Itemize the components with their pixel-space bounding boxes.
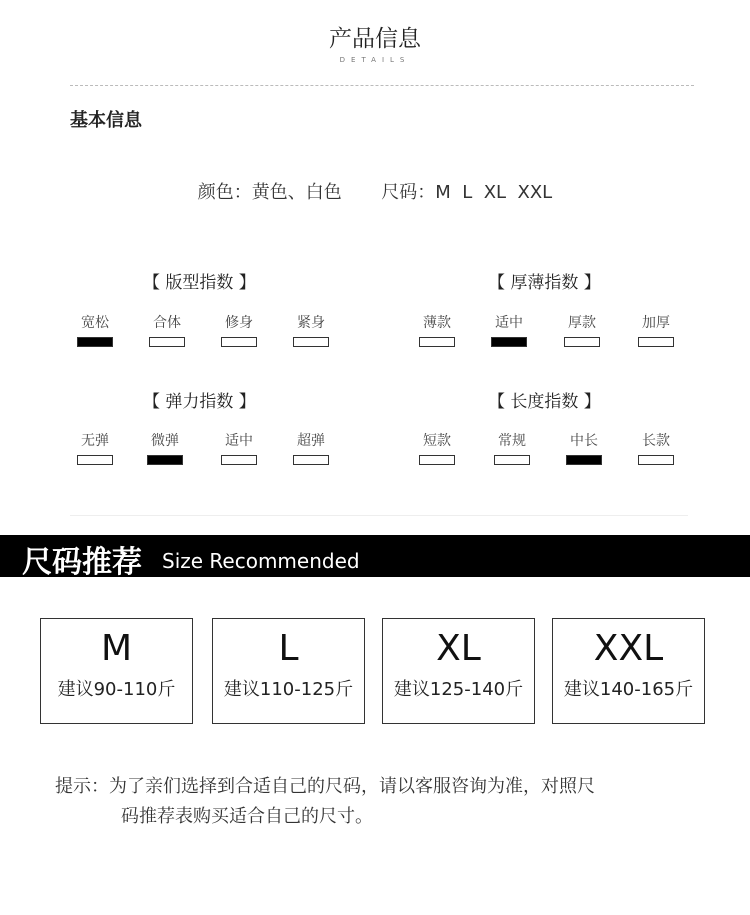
length-option-label: 短款	[423, 433, 451, 449]
elasticity-indicator	[221, 455, 257, 465]
size-card-xxl	[552, 618, 705, 724]
size-tip	[55, 772, 695, 832]
fit-indicator	[149, 337, 185, 347]
thickness-option-label: 厚款	[568, 315, 596, 331]
size-card-recommend: 建议90-110斤	[57, 679, 176, 700]
length-index-title: 【 长度指数 】	[488, 392, 601, 412]
thickness-option	[564, 312, 600, 347]
basic-info-title: 基本信息	[70, 110, 142, 131]
fit-indicator-selected	[77, 337, 113, 347]
thickness-indicator-selected	[491, 337, 527, 347]
section-divider	[70, 515, 688, 516]
dashed-divider	[70, 85, 694, 86]
length-indicator	[419, 455, 455, 465]
elasticity-indicator	[293, 455, 329, 465]
thickness-indicator	[419, 337, 455, 347]
elasticity-index-title: 【 弹力指数 】	[143, 392, 256, 412]
fit-indicator	[221, 337, 257, 347]
elasticity-option	[293, 430, 329, 465]
thickness-option	[419, 312, 455, 347]
size-card-xl	[382, 618, 535, 724]
fit-option	[221, 312, 257, 347]
size-card-size: L	[278, 628, 299, 669]
elasticity-option-label: 超弹	[297, 433, 325, 449]
size-banner-title-en: Size Recommended	[162, 549, 360, 573]
size-card-recommend: 建议110-125斤	[223, 679, 354, 700]
thickness-option-label: 薄款	[423, 315, 451, 331]
length-indicator	[494, 455, 530, 465]
fit-index-title: 【 版型指数 】	[143, 273, 256, 293]
elasticity-option	[77, 430, 113, 465]
elasticity-option-label: 无弹	[81, 433, 109, 449]
thickness-option	[638, 312, 674, 347]
colors-text: 颜色：黄色、白色	[197, 182, 342, 203]
thickness-option-label: 适中	[495, 315, 523, 331]
fit-option	[149, 312, 185, 347]
length-option	[566, 430, 602, 465]
length-option	[419, 430, 455, 465]
length-option	[494, 430, 530, 465]
elasticity-option-label: 微弹	[151, 433, 179, 449]
length-indicator-selected	[566, 455, 602, 465]
fit-option-label: 合体	[153, 315, 181, 331]
thickness-index-title: 【 厚薄指数 】	[488, 273, 601, 293]
fit-option-label: 宽松	[81, 315, 109, 331]
thickness-indicator	[638, 337, 674, 347]
elasticity-option-label: 适中	[225, 433, 253, 449]
size-card-size: M	[100, 628, 133, 669]
fit-indicator	[293, 337, 329, 347]
fit-option-label: 紧身	[297, 315, 325, 331]
size-card-recommend: 建议140-165斤	[563, 679, 694, 700]
color-size-line	[0, 178, 750, 204]
size-tip-line1: 提示：为了亲们选择到合适自己的尺码，请以客服咨询为准，对照尺	[55, 776, 595, 797]
size-tip-line2: 码推荐表购买适合自己的尺寸。	[121, 806, 373, 827]
size-card-size: XL	[436, 628, 481, 669]
elasticity-indicator-selected	[147, 455, 183, 465]
page-subtitle: DETAILS	[339, 56, 411, 64]
fit-option	[77, 312, 113, 347]
sizes-text: 尺码：M L XL XXL	[381, 182, 553, 203]
size-banner-title-cn: 尺码推荐	[22, 545, 142, 580]
length-option	[638, 430, 674, 465]
length-indicator	[638, 455, 674, 465]
thickness-option	[491, 312, 527, 347]
fit-option	[293, 312, 329, 347]
thickness-option-label: 加厚	[642, 315, 670, 331]
elasticity-option	[221, 430, 257, 465]
size-card-size: XXL	[593, 628, 664, 669]
thickness-indicator	[564, 337, 600, 347]
fit-option-label: 修身	[225, 315, 253, 331]
elasticity-indicator	[77, 455, 113, 465]
length-option-label: 长款	[642, 433, 670, 449]
size-card-m	[40, 618, 193, 724]
size-card-recommend: 建议125-140斤	[393, 679, 524, 700]
size-card-l	[212, 618, 365, 724]
elasticity-option	[147, 430, 183, 465]
page-title: 产品信息	[329, 26, 421, 52]
length-option-label: 常规	[498, 433, 526, 449]
length-option-label: 中长	[570, 433, 598, 449]
